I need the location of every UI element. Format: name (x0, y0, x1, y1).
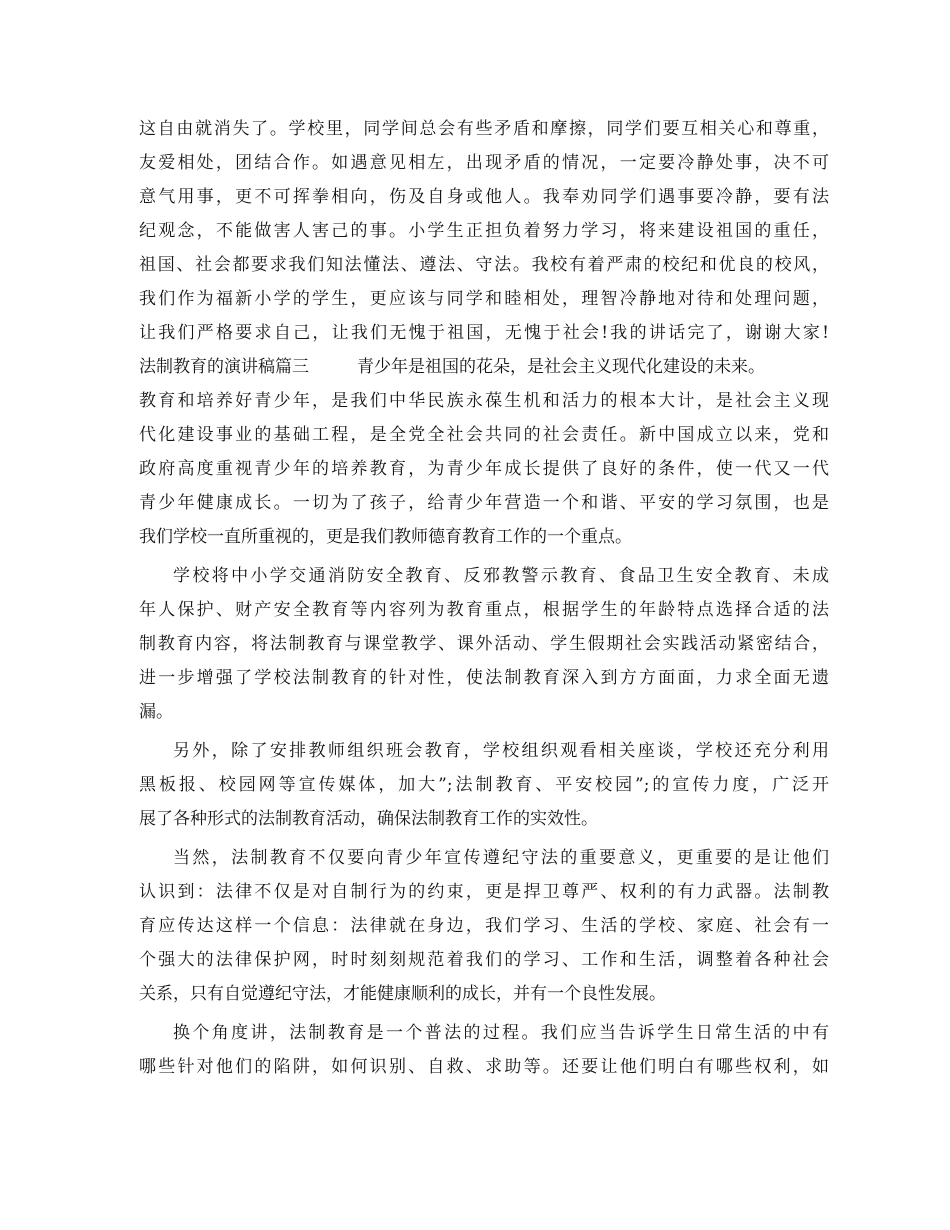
text-line: 我们作为福新小学的学生，更应该与同学和睦相处，理智冷静地对待和处理问题， (139, 289, 829, 309)
text-line: 认识到：法律不仅是对自制行为的约束，更是捍卫尊严、权利的有力武器。法制教 (139, 882, 829, 902)
text-line: 祖国、社会都要求我们知法懂法、遵法、守法。我校有着严肃的校纪和优良的校风， (139, 255, 829, 275)
paragraph-first-line: 另外，除了安排教师组织班会教育，学校组织观看相关座谈，学校还充分利用 (173, 741, 829, 761)
text-line: 育应传达这样一个信息：法律就在身边，我们学习、生活的学校、家庭、社会有一 (139, 916, 829, 936)
text-line: 政府高度重视青少年的培养教育，为青少年成长提供了良好的条件，使一代又一代 (139, 459, 829, 479)
text-line: 年人保护、财产安全教育等内容列为教育重点，根据学生的年龄特点选择合适的法 (139, 600, 829, 620)
paragraph-first-line: 学校将中小学交通消防安全教育、反邪教警示教育、食品卫生安全教育、未成 (173, 566, 829, 586)
text-line: 这自由就消失了。学校里，同学间总会有些矛盾和摩擦，同学们要互相关心和尊重， (139, 119, 829, 139)
text-line: 纪观念，不能做害人害己的事。小学生正担负着努力学习，将来建设祖国的重任， (139, 221, 829, 241)
text-line: 个强大的法律保护网，时时刻刻规范着我们的学习、工作和生活，调整着各种社会 (139, 950, 829, 970)
text-line: 进一步增强了学校法制教育的针对性，使法制教育深入到方方面面，力求全面无遗 (139, 668, 829, 688)
text-line: 黑板报、校园网等宣传媒体，加大”;法制教育、平安校园”;的宣传力度，广泛开 (139, 775, 829, 795)
text-line: 代化建设事业的基础工程，是全党全社会共同的社会责任。新中国成立以来，党和 (139, 425, 829, 445)
text-line: 青少年健康成长。一切为了孩子，给青少年营造一个和谐、平安的学习氛围，也是 (139, 493, 829, 513)
document-body (139, 112, 829, 1084)
text-line: 漏。 (139, 702, 173, 722)
section-first-line: 青少年是祖国的花朵，是社会主义现代化建设的未来。 (357, 357, 765, 377)
text-line: 我们学校一直所重视的，更是我们教师德育教育工作的一个重点。 (139, 527, 632, 547)
text-line: 制教育内容，将法制教育与课堂教学、课外活动、学生假期社会实践活动紧密结合， (139, 634, 829, 654)
text-line: 展了各种形式的法制教育活动，确保法制教育工作的实效性。 (139, 809, 598, 829)
text-line: 哪些针对他们的陷阱，如何识别、自救、求助等。还要让他们明白有哪些权利，如 (139, 1057, 829, 1077)
text-line: 友爱相处，团结合作。如遇意见相左，出现矛盾的情况，一定要冷静处事，决不可 (139, 153, 829, 173)
text-line: 关系，只有自觉遵纪守法，才能健康顺利的成长，并有一个良性发展。 (139, 984, 666, 1004)
text-line: 教育和培养好青少年，是我们中华民族永葆生机和活力的根本大计，是社会主义现 (139, 391, 829, 411)
paragraph-first-line: 当然，法制教育不仅要向青少年宣传遵纪守法的重要意义，更重要的是让他们 (173, 848, 829, 868)
section-title-line (139, 350, 829, 384)
section-title: 法制教育的演讲稿篇三 (139, 357, 309, 377)
text-line: 让我们严格要求自己，让我们无愧于祖国，无愧于社会!我的讲话完了，谢谢大家! (139, 323, 829, 343)
paragraph-first-line: 换个角度讲，法制教育是一个普法的过程。我们应当告诉学生日常生活的中有 (173, 1023, 829, 1043)
text-line: 意气用事，更不可挥拳相向，伤及自身或他人。我奉劝同学们遇事要冷静，要有法 (139, 187, 829, 207)
